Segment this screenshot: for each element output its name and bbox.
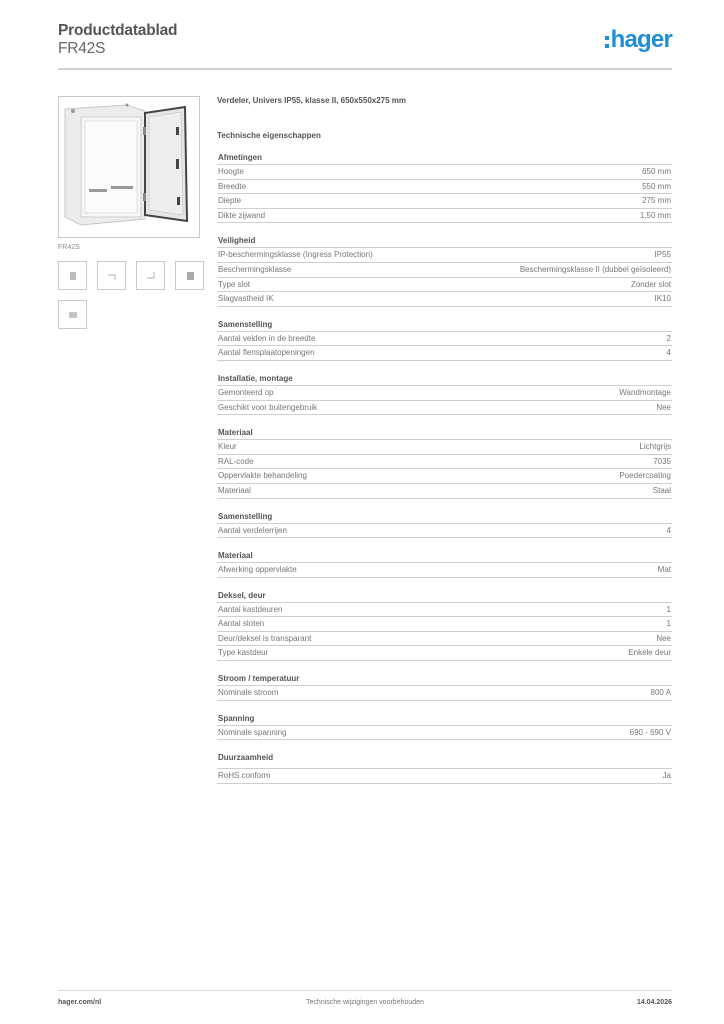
- spec-value: 4: [666, 348, 671, 358]
- group-title: Deksel, deur: [217, 590, 672, 603]
- drawing-thumbnails: [58, 261, 208, 329]
- header-divider: [58, 68, 672, 70]
- spec-row: [217, 632, 672, 647]
- spec-group-afmetingen: [217, 152, 672, 223]
- spec-row: [217, 386, 672, 401]
- group-title: Afmetingen: [217, 152, 672, 165]
- spec-label: IP-beschermingsklasse (Ingress Protection): [218, 250, 373, 260]
- spec-value: 4: [666, 525, 671, 535]
- product-media: [58, 96, 208, 329]
- spec-group-spanning: [217, 713, 672, 741]
- group-title: Materiaal: [217, 550, 672, 563]
- spec-group-duurzaamheid: [217, 752, 672, 784]
- spec-label: Materiaal: [218, 485, 251, 495]
- spec-label: Aantal sloten: [218, 619, 265, 629]
- footer-date: 14.04.2026: [636, 999, 672, 1006]
- spec-row: [217, 401, 672, 416]
- page-footer: [58, 999, 672, 1011]
- spec-label: Aantal velden in de breedte: [218, 333, 316, 343]
- spec-label: Nominale spanning: [218, 727, 287, 737]
- spec-label: Slagvastheid IK: [218, 294, 274, 304]
- spec-value: Ja: [662, 771, 671, 781]
- group-title: Materiaal: [217, 427, 672, 440]
- spec-value: Nee: [656, 402, 671, 412]
- spec-label: Gemonteerd op: [218, 387, 274, 397]
- spec-value: 550 mm: [642, 181, 671, 191]
- spec-label: RAL-code: [218, 456, 254, 466]
- spec-value: 1: [666, 619, 671, 629]
- group-title: Veiligheid: [217, 235, 672, 248]
- group-title: Stroom / temperatuur: [217, 673, 672, 686]
- footer-website-link[interactable]: hager.com/nl: [58, 999, 102, 1006]
- spec-value: Lichtgrijs: [639, 442, 671, 452]
- spec-row: [217, 455, 672, 470]
- spec-value: 275 mm: [642, 196, 671, 206]
- logo-text: hager: [610, 26, 672, 53]
- product-description: Verdeler, Univers IP55, klasse II, 650x550x275 mm: [217, 96, 407, 105]
- spec-label: Deur/deksel is transparant: [218, 633, 312, 643]
- side-view-drawing-icon: [105, 269, 119, 283]
- spec-label: Aantal verdelerrijen: [218, 525, 287, 535]
- spec-value: IK10: [654, 294, 671, 304]
- spec-row: [217, 617, 672, 632]
- spec-value: Nee: [656, 633, 671, 643]
- thumbnail-detail[interactable]: [175, 261, 204, 290]
- spec-label: Type slot: [218, 279, 251, 289]
- footer-divider: [58, 990, 672, 991]
- spec-value: 7035: [653, 456, 671, 466]
- spec-group-deksel-deur: [217, 590, 672, 661]
- spec-row: [217, 248, 672, 263]
- logo-colon-icon: [605, 36, 609, 48]
- spec-label: Oppervlakte behandeling: [218, 471, 307, 481]
- spec-label: Aantal flensplaatopeningen: [218, 348, 315, 358]
- spec-value: Enkele deur: [628, 648, 671, 658]
- hager-logo: [605, 26, 672, 54]
- spec-value: 650 mm: [642, 167, 671, 176]
- product-image-caption: FR42S: [58, 244, 80, 251]
- page-title: Productdatablad: [58, 22, 178, 39]
- thumbnail-front-view[interactable]: [58, 261, 87, 290]
- spec-value: Zonder slot: [630, 279, 671, 289]
- spec-content: [217, 96, 672, 784]
- product-code: FR42S: [58, 40, 106, 57]
- footer-disclaimer: Technische wijzigingen voorbehouden: [306, 999, 424, 1006]
- spec-label: Dikte zijwand: [218, 210, 266, 220]
- spec-value: 1,50 mm: [639, 210, 671, 220]
- spec-group-samenstelling: [217, 319, 672, 361]
- spec-row: [217, 563, 672, 578]
- spec-label: Beschermingsklasse: [218, 264, 292, 274]
- spec-group-installatie: [217, 373, 672, 415]
- spec-row: [217, 278, 672, 293]
- spec-label: Hoogte: [218, 167, 244, 176]
- page-header: [58, 20, 672, 70]
- front-view-drawing-icon: [66, 269, 80, 283]
- spec-value: 800 A: [650, 688, 671, 698]
- enclosure-illustration-icon: [59, 97, 200, 238]
- spec-row: [217, 165, 672, 180]
- spec-label: Diepte: [218, 196, 242, 206]
- spec-row: [217, 769, 672, 784]
- spec-row: [217, 346, 672, 361]
- section-heading: Technische eigenschappen: [217, 131, 321, 140]
- top-view-drawing-icon: [144, 269, 158, 283]
- spec-value: Staal: [652, 485, 671, 495]
- spec-row: [217, 440, 672, 455]
- spec-label: Kleur: [218, 442, 237, 452]
- group-title: Spanning: [217, 713, 672, 726]
- spec-row: [217, 646, 672, 661]
- spec-row: [217, 209, 672, 224]
- spec-row: [217, 180, 672, 195]
- spec-row: [217, 726, 672, 741]
- spec-value: Wandmontage: [619, 387, 671, 397]
- spec-value: 2: [666, 333, 671, 343]
- spec-row: [217, 469, 672, 484]
- spec-label: Nominale stroom: [218, 688, 279, 698]
- spec-label: Breedte: [218, 181, 247, 191]
- spec-group-veiligheid: [217, 235, 672, 306]
- spec-group-materiaal: [217, 427, 672, 498]
- spec-label: Geschikt voor buitengebruik: [218, 402, 318, 412]
- spec-value: 1: [666, 604, 671, 614]
- group-title: Installatie, montage: [217, 373, 672, 386]
- spec-row: [217, 603, 672, 618]
- spec-label: RoHS conform: [218, 771, 271, 781]
- spec-row: [217, 686, 672, 701]
- spec-label: Aantal kastdeuren: [218, 604, 283, 614]
- thumbnail-side-view[interactable]: [97, 261, 126, 290]
- spec-row: [217, 263, 672, 278]
- group-title: Duurzaamheid: [217, 752, 672, 769]
- spec-value: Poedercoating: [619, 471, 671, 481]
- spec-group-materiaal-2: [217, 550, 672, 578]
- spec-row: [217, 332, 672, 347]
- spec-row: [217, 524, 672, 539]
- spec-row: [217, 194, 672, 209]
- thumbnail-top-view[interactable]: [136, 261, 165, 290]
- group-title: Samenstelling: [217, 511, 672, 524]
- spec-row: [217, 484, 672, 499]
- detail-drawing-icon: [183, 269, 197, 283]
- spec-value: Beschermingsklasse II (dubbel geïsoleerd): [519, 264, 671, 274]
- group-title: Samenstelling: [217, 319, 672, 332]
- dimension-drawing-icon: [66, 308, 80, 322]
- spec-value: 690 - 690 V: [629, 727, 671, 737]
- spec-label: Afwerking oppervlakte: [218, 565, 297, 575]
- spec-row: [217, 292, 672, 307]
- spec-label: Type kastdeur: [218, 648, 269, 658]
- thumbnail-dimensions[interactable]: [58, 300, 87, 329]
- spec-value: IP55: [654, 250, 671, 260]
- spec-group-stroom: [217, 673, 672, 701]
- product-image: [58, 96, 200, 238]
- spec-value: Mat: [657, 565, 671, 575]
- spec-group-samenstelling-2: [217, 511, 672, 539]
